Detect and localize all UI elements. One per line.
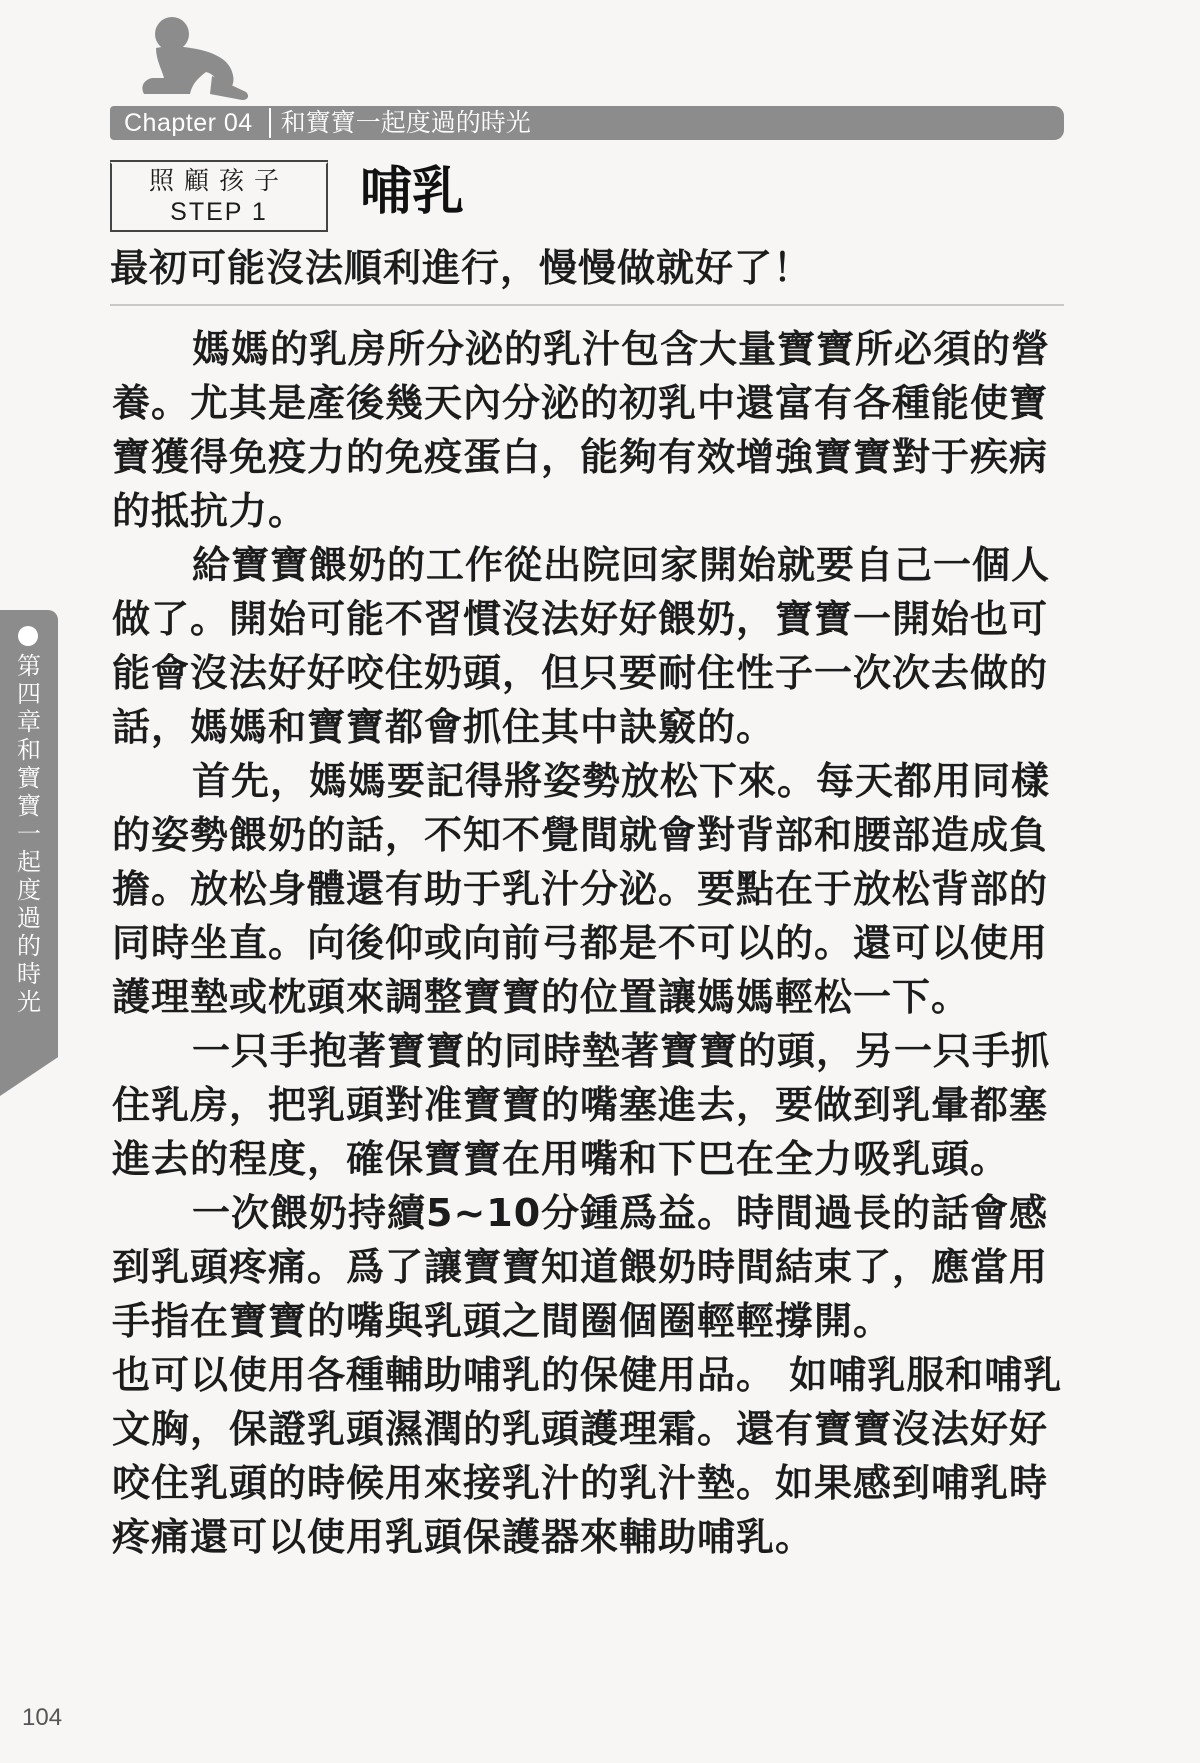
- paragraph: 一次餵奶持續5~10分鍾爲益。時間過長的話會感到乳頭疼痛。爲了讓寶寶知道餵奶時間結束了，應當用手指在寶寶的嘴與乳頭之間圈個圈輕輕撐開。: [112, 1191, 1049, 1343]
- body-text: [112, 322, 1077, 1564]
- divider: [110, 304, 1064, 306]
- step-box: [110, 160, 328, 232]
- page-title: 哺乳: [360, 162, 465, 222]
- paragraph: 首先，媽媽要記得將姿勢放松下來。每天都用同樣的姿勢餵奶的話，不知不覺間就會對背部和腰部造成負擔。放松身體還有助于乳汁分泌。要點在于放松背部的同時坐直。向後仰或向前弓都是不可以的。還可以使用護理墊或枕頭來調整寶寶的位置讓媽媽輕松一下。: [112, 759, 1051, 1019]
- paragraph: 媽媽的乳房所分泌的乳汁包含大量寶寶所必須的營養。尤其是產後幾天內分泌的初乳中還富有各種能使寶寶獲得免疫力的免疫蛋白，能夠有效增強寶寶對于疾病的抵抗力。: [112, 327, 1051, 533]
- paragraph: 也可以使用各種輔助哺乳的保健用品。 如哺乳服和哺乳文胸，保證乳頭濕潤的乳頭護理霜。還有寶寶沒法好好咬住乳頭的時候用來接乳汁的乳汁墊。如果感到哺乳時疼痛還可以使用乳頭保護器來輔助哺乳。: [112, 1353, 1063, 1559]
- subtitle: 最初可能沒法順利進行，慢慢做就好了！: [110, 246, 813, 290]
- chapter-header-bar: [110, 106, 1064, 140]
- chapter-label: Chapter 04: [110, 108, 271, 138]
- paragraph: 一只手抱著寶寶的同時墊著寶寶的頭，另一只手抓住乳房，把乳頭對准寶寶的嘴塞進去，要做到乳暈都塞進去的程度，確保寶寶在用嘴和下巴在全力吸乳頭。: [112, 1029, 1051, 1181]
- side-chapter-label: 第四章 和寶寶一起度過的時光: [17, 652, 41, 1016]
- step-number: STEP 1: [170, 198, 268, 226]
- bullet-dot-icon: [18, 626, 38, 646]
- page-number: 104: [22, 1704, 63, 1731]
- chapter-title: 和寶寶一起度過的時光: [280, 108, 531, 137]
- crawling-baby-icon: [134, 14, 254, 104]
- paragraph: 給寶寶餵奶的工作從出院回家開始就要自己一個人做了。開始可能不習慣沒法好好餵奶，寶寶一開始也可能會沒法好好咬住奶頭，但只要耐住性子一次次去做的話，媽媽和寶寶都會抓住其中訣竅的。: [112, 543, 1051, 749]
- step-label: 照顧孩子: [148, 166, 289, 195]
